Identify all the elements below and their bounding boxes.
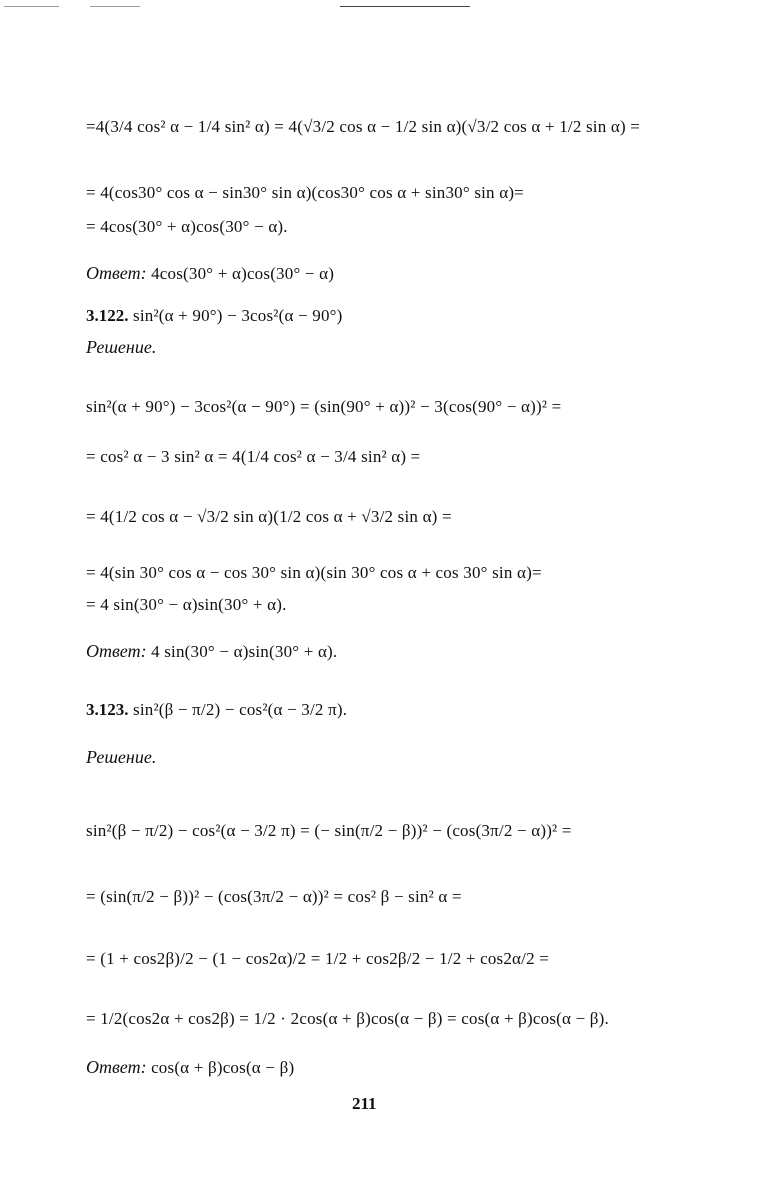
problem-number: 3.123. (86, 700, 129, 719)
scan-artifact-line (90, 6, 140, 7)
problem-number: 3.122. (86, 306, 129, 325)
answer-2 (86, 642, 337, 660)
answer-1 (86, 264, 334, 282)
equation-line-12: = 1/2(cos2α + cos2β) = 1/2 · 2cos(α + β)cos(α − β) = cos(α + β)cos(α − β). (86, 1009, 609, 1028)
equation-line-11: = (1 + cos2β)/2 − (1 − cos2α)/2 = 1/2 + cos2β/2 − 1/2 + cos2α/2 = (86, 949, 550, 968)
answer-label: Ответ: (86, 263, 147, 283)
answer-label: Ответ: (86, 1057, 147, 1077)
solution-heading: Решение. (86, 747, 157, 767)
answer-value: cos(α + β)cos(α − β) (151, 1058, 295, 1077)
equation-line-3: = 4cos(30° + α)cos(30° − α). (86, 217, 288, 236)
answer-3 (86, 1058, 294, 1076)
page-number: 211 (352, 1094, 377, 1113)
equation-line-7: = 4(sin 30° cos α − cos 30° sin α)(sin 30° cos α + cos 30° sin α)= (86, 563, 542, 582)
scan-artifact-line (4, 6, 59, 7)
problem-3-122 (86, 306, 343, 324)
equation-line-1: =4(3/4 cos² α − 1/4 sin² α) = 4(√3/2 cos α − 1/2 sin α)(√3/2 cos α + 1/2 sin α) = (86, 117, 641, 136)
problem-statement: sin²(α + 90°) − 3cos²(α − 90°) (133, 306, 343, 325)
equation-line-10: = (sin(π/2 − β))² − (cos(3π/2 − α))² = cos² β − sin² α = (86, 887, 462, 906)
problem-statement: sin²(β − π/2) − cos²(α − 3/2 π). (133, 700, 348, 719)
equation-line-6: = 4(1/2 cos α − √3/2 sin α)(1/2 cos α + √3/2 sin α) = (86, 507, 452, 526)
scan-artifact-line (340, 6, 470, 7)
equation-line-9: sin²(β − π/2) − cos²(α − 3/2 π) = (− sin(π/2 − β))² − (cos(3π/2 − α))² = (86, 821, 572, 840)
equation-line-5: = cos² α − 3 sin² α = 4(1/4 cos² α − 3/4 sin² α) = (86, 447, 421, 466)
equation-line-2: = 4(cos30° cos α − sin30° sin α)(cos30° cos α + sin30° sin α)= (86, 183, 524, 202)
answer-value: 4cos(30° + α)cos(30° − α) (151, 264, 335, 283)
solution-heading: Решение. (86, 337, 157, 357)
answer-label: Ответ: (86, 641, 147, 661)
problem-3-123 (86, 700, 347, 718)
answer-value: 4 sin(30° − α)sin(30° + α). (151, 642, 338, 661)
equation-line-4: sin²(α + 90°) − 3cos²(α − 90°) = (sin(90° + α))² − 3(cos(90° − α))² = (86, 397, 562, 416)
equation-line-8: = 4 sin(30° − α)sin(30° + α). (86, 595, 287, 614)
